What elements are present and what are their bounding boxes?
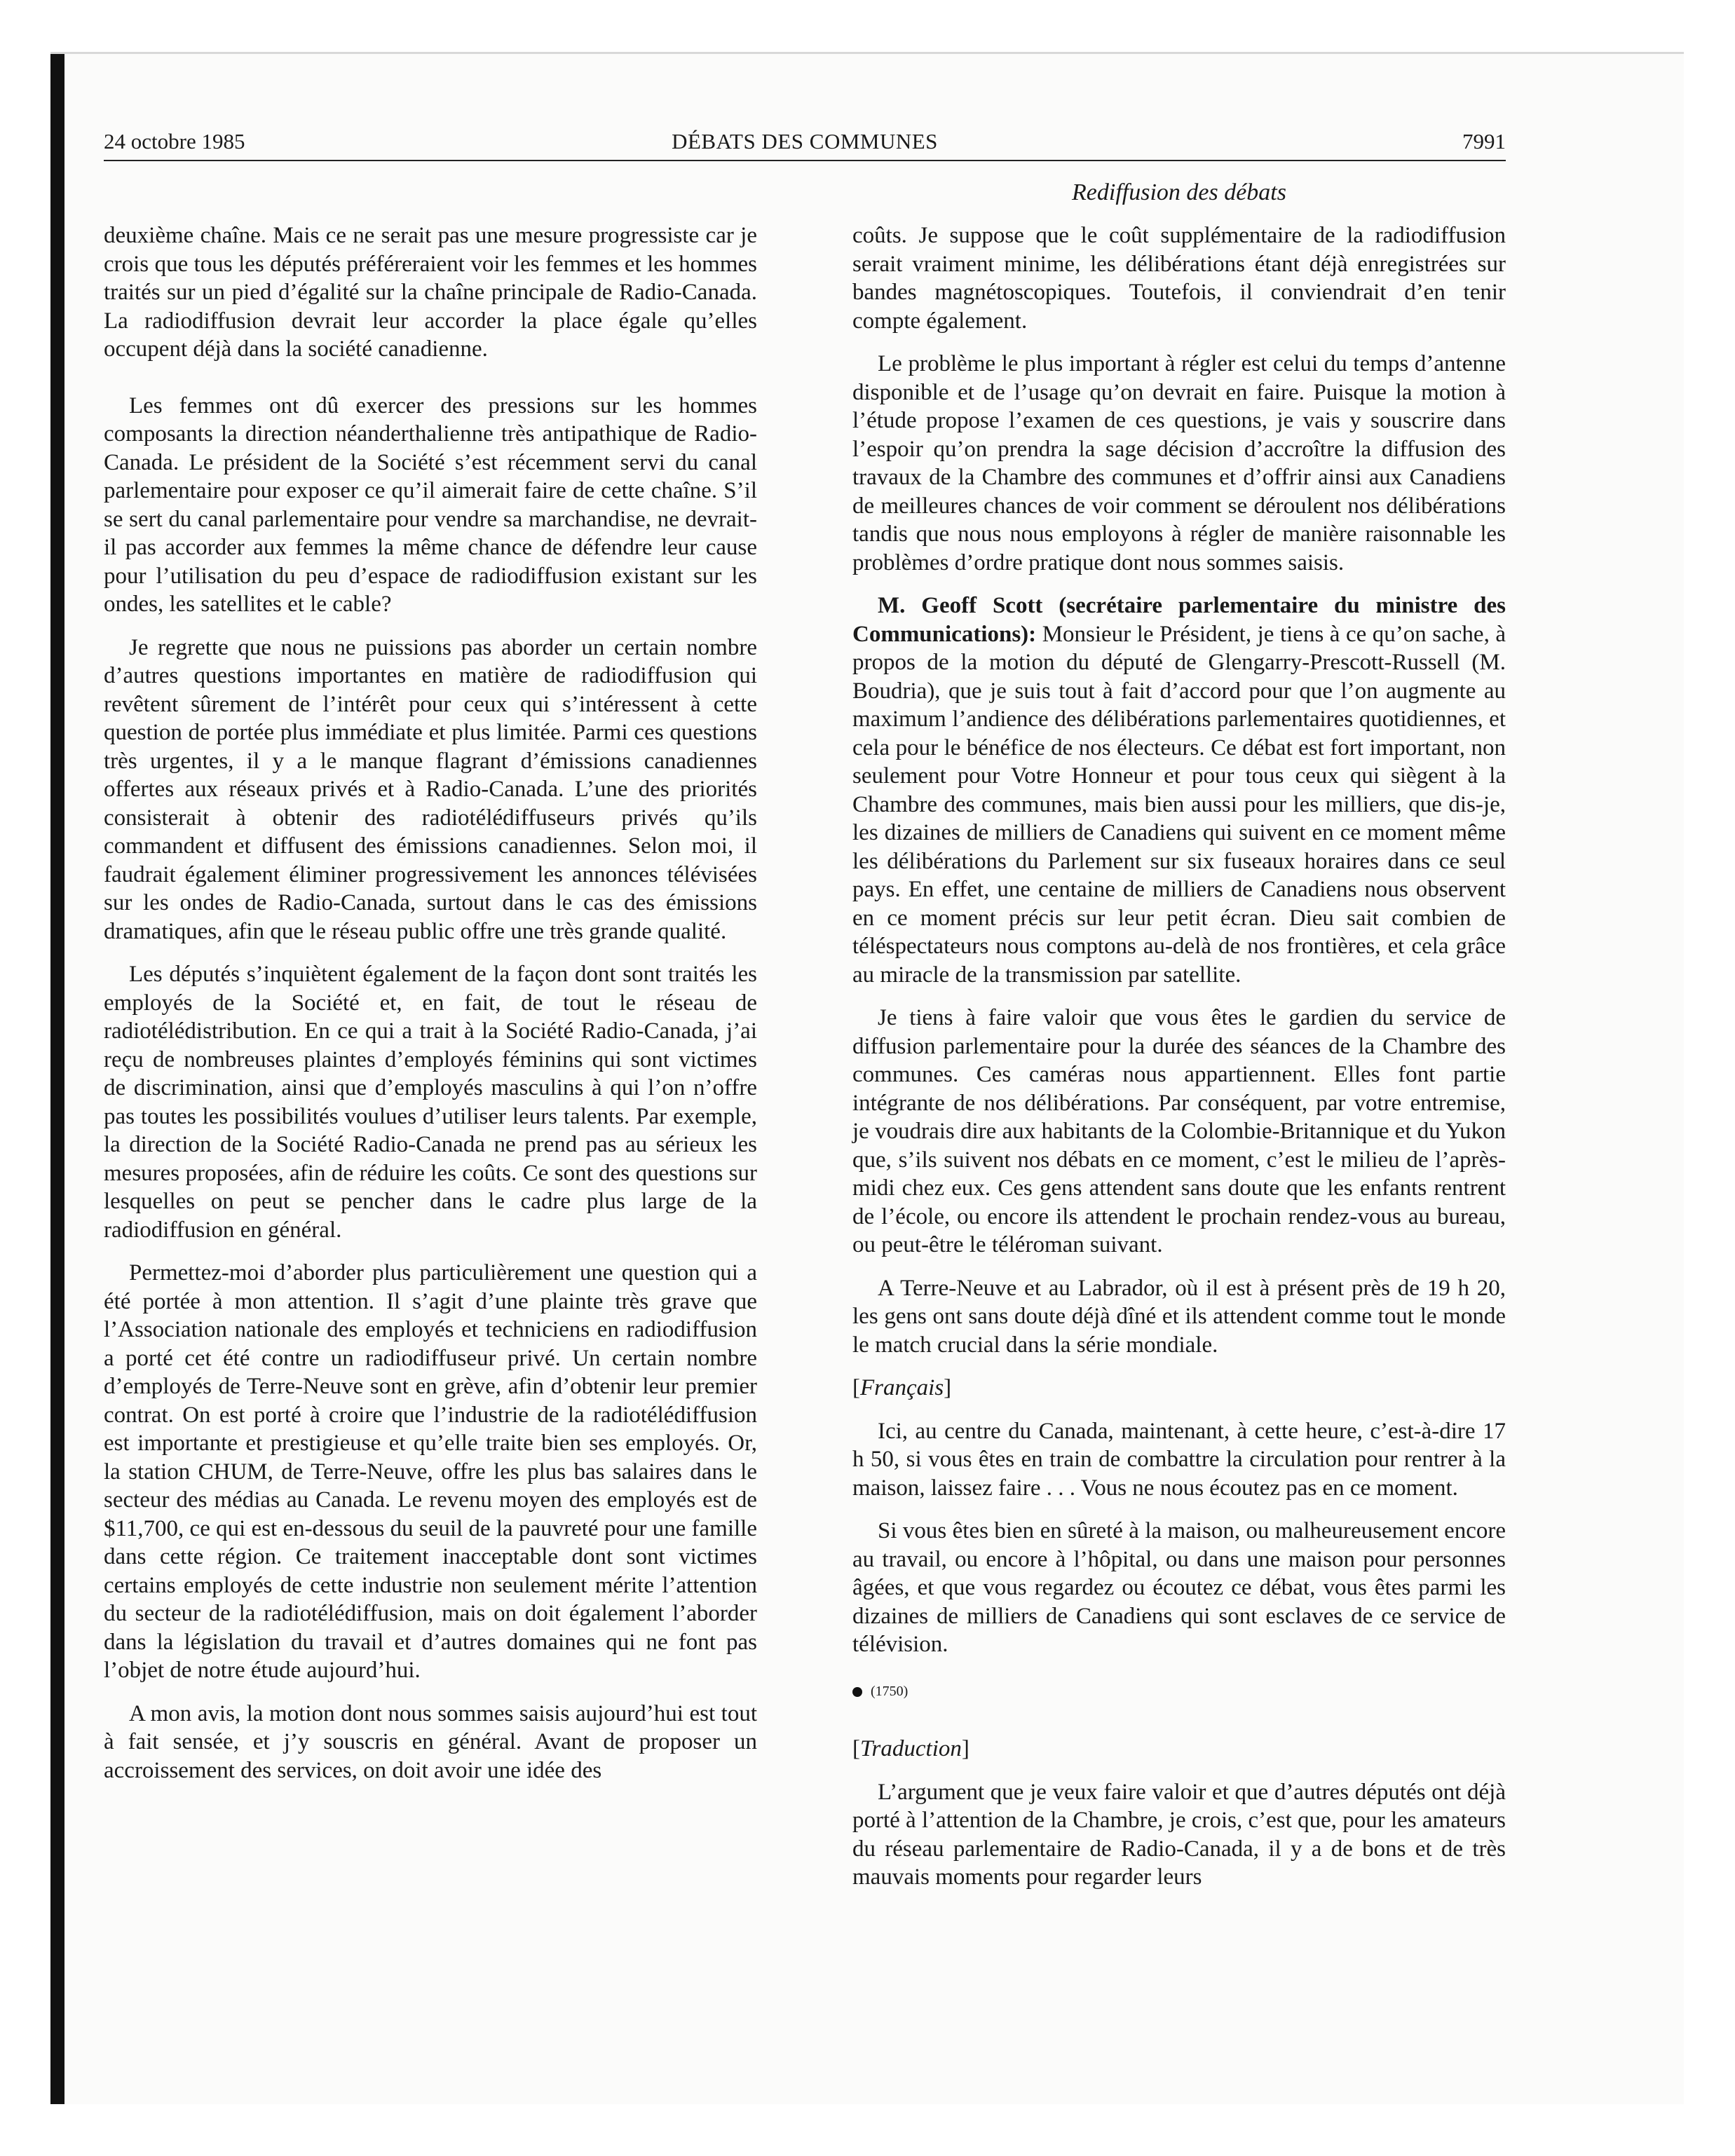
paragraph: Si vous êtes bien en sûreté à la maison, ou malheureusement encore au travail, ou encore à l’hôpital, ou dans une maison pour personnes âgées, et que vous regardez ou écoutez ce débat, vous êtes parmi les dizaines de milliers de Canadiens qui sont esclaves de ce service de télévision.	[852, 1518, 1506, 1657]
language-marker-traduction: [Traduction]	[852, 1736, 969, 1761]
paragraph: Je regrette que nous ne puissions pas aborder un certain nombre d’autres questions importantes en matière de radiodiffusion qui revêtent sûrement de l’intérêt pour ceux qui s’intéressent à cette question de portée plus immédiate et plus limitée. Parmi ces questions très urgentes, il y a le manque flagrant d’émissions canadiennes offertes aux réseaux privés et à Radio-Canada. L’une des priorités consisterait à obtenir des radiotélédiffuseurs privés qu’ils commandent et diffusent des émissions canadiennes. Selon moi, il faudrait également éliminer progressivement les annonces télévisées sur les ondes de Radio-Canada, surtout dans le cas des émissions dramatiques, afin que le réseau public offre une très grande qualité.	[104, 634, 757, 944]
header-title: DÉBATS DES COMMUNES	[672, 129, 938, 153]
speaker-paragraph	[852, 592, 1506, 989]
paragraph: A Terre-Neuve et au Labrador, où il est à présent près de 19 h 20, les gens ont sans doute déjà dîné et ils attendent comme tout le monde le match crucial dans la série mondiale.	[852, 1275, 1506, 1358]
speaker-text: Monsieur le Président, je tiens à ce qu’on sache, à propos de la motion du député de Glengarry-Prescott-Russell (M. Boudria), que je suis tout à fait d’accord pour que l’on augmente au maximum l’andience des délibérations parlementaires quotidiennes, et cela pour le bénéfice de nos électeurs. Ce débat est fort important, non seulement pour Votre Honneur et pour tous ceux qui siègent à la Chambre des communes, mais bien aussi pour les milliers, que dis-je, les dizaines de milliers de Canadiens qui suivent en ce moment même les délibérations du Parlement sur six fuseaux horaires dans ce seul pays. En effet, une centaine de milliers de Canadiens nous observent en ce moment précis sur leur petit écran. Dieu sait combien de téléspectateurs nous comptons au-delà de nos frontières, et cela grâce au miracle de la transmission par satellite.	[852, 621, 1506, 988]
speaker-name: M. Geoff Scott (secrétaire parlementaire du ministre des Communications):	[852, 593, 1506, 647]
bullet-icon	[852, 1687, 862, 1697]
language-label: Traduction	[860, 1736, 962, 1761]
paragraph: Ici, au centre du Canada, maintenant, à cette heure, c’est-à-dire 17 h 50, si vous êtes en train de combattre la circulation pour rentrer à la maison, laissez faire . . . Vous ne nous écoutez pas en ce moment.	[852, 1418, 1506, 1501]
paragraph: Les députés s’inquiètent également de la façon dont sont traités les employés de la Société et, en fait, de tout le réseau de radiotélédistribution. En ce qui a trait à la Société Radio-Canada, j’ai reçu de nombreuses plaintes d’employés féminins qui sont victimes de discrimination, ainsi que d’employés masculins à qui l’on n’offre pas toutes les possibilités voulues d’utiliser leurs talents. Par exemple, la direction de la Société Radio-Canada ne prend pas au sérieux les mesures proposées, afin de réduire les coûts. Ce sont des questions sur lesquelles on peut se pencher dans le cadre plus large de la radiodiffusion en général.	[104, 962, 757, 1243]
paragraph: Permettez-moi d’aborder plus particulièrement une question qui a été portée à mon attention. Il s’agit d’une plainte très grave que l’Association nationale des employés et techniciens en radiodiffusion a porté cet été contre un radiodiffuseur privé. Un certain nombre d’employés de Terre-Neuve sont en grève, afin d’obtenir leur premier contrat. On est porté à croire que l’industrie de la radiotélédiffusion est importante et prestigieuse et qu’elle traite bien ses employés. Or, la station CHUM, de Terre-Neuve, offre les plus bas salaires dans le secteur des médias au Canada. Le revenu moyen des employés est de $11,700, ce qui est en-dessous du seuil de la pauvreté pour une famille dans cette région. Ce traitement inacceptable dont sont victimes certains employés de cette industrie non seulement mérite l’attention du secteur de la radiotélédiffusion, mais on doit également l’aborder dans la législation du travail et d’autres domaines qui ne font pas l’objet de notre étude aujourd’hui.	[104, 1260, 757, 1683]
timestamp-marker	[852, 1677, 1506, 1706]
timestamp: (1750)	[871, 1683, 909, 1699]
right-column	[852, 221, 1506, 1906]
running-head: Rediffusion des débats	[1072, 179, 1286, 205]
paragraph: coûts. Je suppose que le coût supplémentaire de la radiodiffusion serait vraiment minime, les délibérations étant déjà enregistrées sur bandes magnétoscopiques. Toutefois, il conviendrait d’en tenir compte également.	[852, 223, 1506, 334]
left-column	[104, 221, 757, 1799]
paragraph: A mon avis, la motion dont nous sommes saisis aujourd’hui est tout à fait sensée, et j’y souscris en général. Avant de proposer un accroissement des services, on doit avoir une idée des	[104, 1700, 757, 1783]
header-rule	[104, 160, 1506, 161]
scan-edge	[50, 52, 64, 2104]
paragraph: Je tiens à faire valoir que vous êtes le gardien du service de diffusion parlementaire pour la durée des séances de la Chambre des communes. Ces caméras nous appartiennent. Elles font partie intégrante de nos délibérations. Par conséquent, par votre entremise, je voudrais dire aux habitants de la Colombie-Britannique et du Yukon que, s’ils suivent nos débats en ce moment, c’est le milieu de l’après-midi chez eux. Ces gens attendent sans doute que les enfants rentrent de l’école, ou encore ils attendent le prochain rendez-vous au bureau, ou peut-être le téléroman suivant.	[852, 1005, 1506, 1257]
paragraph: Le problème le plus important à régler est celui du temps d’antenne disponible et de l’usage qu’on devrait en faire. Puisque la motion à l’étude propose l’examen de ces questions, je vais y souscrire dans l’espoir qu’on prendra la sage décision d’accroître la diffusion des travaux de la Chambre des communes et d’offrir ainsi aux Canadiens de meilleures chances de voir comment se déroulent nos délibérations tandis que nous nous employons à régler de manière raisonnable les problèmes d’ordre pratique dont nous sommes saisis.	[852, 351, 1506, 575]
language-label: Français	[860, 1375, 944, 1400]
paragraph: Les femmes ont dû exercer des pressions sur les hommes composants la direction néanderthalienne très antipathique de Radio-Canada. Le président de la Société s’est récemment servi du canal parlementaire pour exposer ce qu’il aimerait faire de cette chaîne. S’il se sert du canal parlementaire pour vendre sa marchandise, ne devrait-il pas accorder aux femmes la même chance de défendre leur cause pour l’utilisation du peu d’espace de radiodiffusion existant sur les ondes, les satellites et le cable?	[104, 393, 757, 617]
page-header	[104, 129, 1506, 161]
scan-top-edge	[50, 52, 1684, 54]
paragraph: deuxième chaîne. Mais ce ne serait pas une mesure progressiste car je crois que tous les députés préféreraient voir les femmes et les hommes traités sur un pied d’égalité sur la chaîne principale de Radio-Canada. La radiodiffusion devrait leur accorder la place égale qu’elles occupent déjà dans la société canadienne.	[104, 223, 757, 362]
language-marker-francais: [Français]	[852, 1375, 952, 1400]
page-number: 7991	[1462, 129, 1506, 153]
header-date: 24 octobre 1985	[104, 129, 245, 153]
paragraph: L’argument que je veux faire valoir et que d’autres députés ont déjà porté à l’attention de la Chambre, je crois, c’est que, pour les amateurs du réseau parlementaire de Radio-Canada, il y a de bons et de très mauvais moments pour regarder leurs	[852, 1779, 1506, 1890]
